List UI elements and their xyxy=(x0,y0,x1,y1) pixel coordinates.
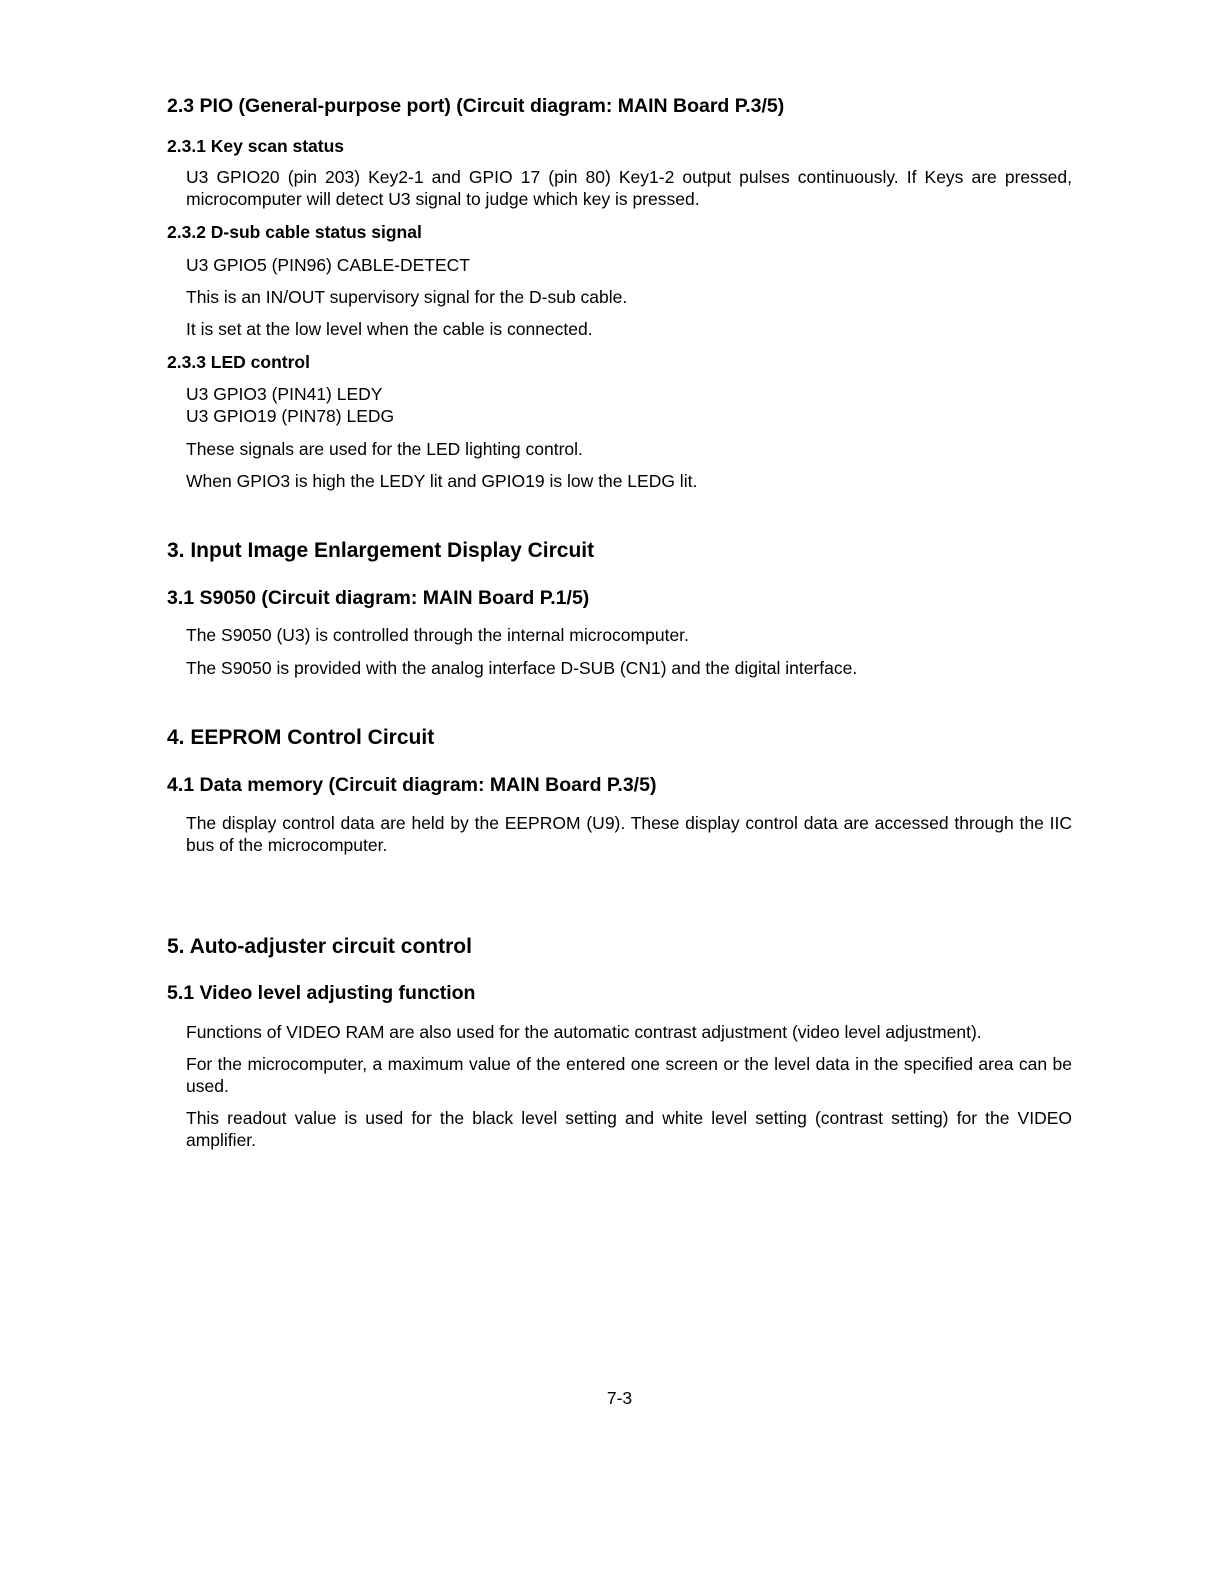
led-lighting-paragraph: These signals are used for the LED lighting control. xyxy=(186,439,583,459)
page-number: 7-3 xyxy=(606,1388,633,1408)
cable-detect-pin: U3 GPIO5 (PIN96) CABLE-DETECT xyxy=(186,255,470,275)
ledg-pin-line: U3 GPIO19 (PIN78) LEDG xyxy=(186,406,395,426)
section-2-3-2-heading: 2.3.2 D-sub cable status signal xyxy=(167,222,422,242)
section-2-3-1-heading: 2.3.1 Key scan status xyxy=(167,136,345,156)
section-5-heading: 5. Auto-adjuster circuit control xyxy=(167,935,472,958)
s9050-control-paragraph: The S9050 (U3) is controlled through the internal microcomputer. xyxy=(186,625,689,645)
section-2-3-heading: 2.3 PIO (General-purpose port) (Circuit diagram: MAIN Board P.3/5) xyxy=(167,95,785,117)
section-4-heading: 4. EEPROM Control Circuit xyxy=(167,726,435,749)
section-5-1-heading: 5.1 Video level adjusting function xyxy=(167,982,476,1004)
eeprom-paragraph: The display control data are held by the EEPROM (U9). These display control data are accessed through the IIC bus of the microcomputer. xyxy=(186,813,1072,855)
ledy-pin-line: U3 GPIO3 (PIN41) LEDY xyxy=(186,384,383,404)
video-ram-paragraph: Functions of VIDEO RAM are also used for the automatic contrast adjustment (video level adjustment). xyxy=(186,1022,982,1042)
section-3-1-heading: 3.1 S9050 (Circuit diagram: MAIN Board P.1/5) xyxy=(167,587,590,609)
dsub-supervisory-paragraph: This is an IN/OUT supervisory signal for the D-sub cable. xyxy=(186,287,628,307)
max-value-paragraph: For the microcomputer, a maximum value of the entered one screen or the level data in the specified area can be used. xyxy=(186,1054,1072,1096)
readout-value-paragraph: This readout value is used for the black level setting and white level setting (contrast setting) for the VIDEO amplifier. xyxy=(186,1108,1072,1150)
section-2-3-3-heading: 2.3.3 LED control xyxy=(167,352,310,372)
led-logic-paragraph: When GPIO3 is high the LEDY lit and GPIO19 is low the LEDG lit. xyxy=(186,471,698,491)
key-scan-paragraph: U3 GPIO20 (pin 203) Key2-1 and GPIO 17 (pin 80) Key1-2 output pulses continuously. If Keys are pressed, microcomputer will detect U3 signal to judge which key is pressed. xyxy=(186,167,1072,209)
led-pin-list xyxy=(186,383,394,427)
s9050-interface-paragraph: The S9050 is provided with the analog interface D-SUB (CN1) and the digital interface. xyxy=(186,658,858,678)
section-4-1-heading: 4.1 Data memory (Circuit diagram: MAIN Board P.3/5) xyxy=(167,774,657,796)
section-3-heading: 3. Input Image Enlargement Display Circuit xyxy=(167,539,595,562)
cable-low-level-paragraph: It is set at the low level when the cable is connected. xyxy=(186,319,593,339)
